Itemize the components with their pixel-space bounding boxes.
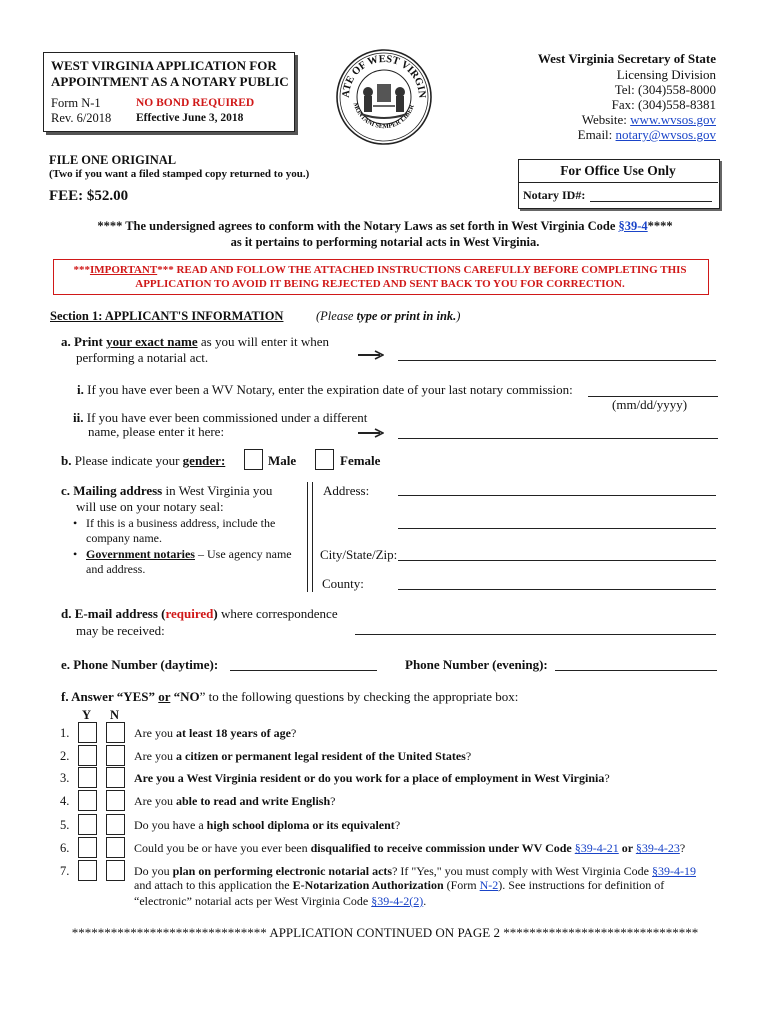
question-text-bold: at least 18 years of age [176,726,291,740]
city-state-zip-input[interactable] [398,560,716,561]
field-c-line2: will use on your notary seal: [76,499,224,514]
question-2-yes-checkbox[interactable] [78,745,97,766]
field-ii-line2: name, please enter it here: [88,424,225,439]
q7-line3-post: . [423,894,427,908]
phone-daytime-label: e. Phone Number (daytime): [61,657,219,672]
office-use-title: For Office Use Only [560,163,676,178]
file-one-original: FILE ONE ORIGINAL [49,153,177,167]
field-b-bold: gender: [182,453,226,468]
question-1-yes-checkbox[interactable] [78,722,97,743]
field-c-text: in West Virginia you [162,483,273,498]
male-label: Male [268,453,297,468]
website-link[interactable]: www.wvsos.gov [630,112,716,127]
important-word: IMPORTANT [89,264,158,276]
question-4-no-checkbox[interactable] [106,790,125,811]
city-state-zip-label: City/State/Zip: [320,547,398,562]
question-1-no-checkbox[interactable] [106,722,125,743]
question-text-post: ? [290,726,297,740]
section1-note-close: ) [456,309,461,323]
telephone: Tel: (304)558-8000 [614,82,716,97]
address-input[interactable] [398,495,716,496]
notary-id-label: Notary ID#: [523,188,586,202]
question-6-no-checkbox[interactable] [106,837,125,858]
arrow-right-icon [358,350,384,360]
office-name: West Virginia Secretary of State [537,51,716,66]
email-link[interactable]: notary@wvsos.gov [615,127,716,142]
code-39-4-link[interactable]: §39-4 [618,219,648,233]
yes-column-header: Y [82,708,92,722]
notary-id-line [590,201,712,202]
field-f-or: or [158,689,171,704]
question-7-no-checkbox[interactable] [106,860,125,881]
field-i-num: i. [77,382,84,397]
code-link[interactable]: §39-4-21 [574,841,619,855]
bullet-icon: • [73,516,78,530]
question-2-text [134,749,471,764]
field-d-required: required [165,606,214,621]
date-format-hint: (mm/dd/yyyy) [612,397,688,412]
field-a-label [61,334,329,350]
section1-note [316,309,460,324]
field-d-bold: d. E-mail address ( [61,606,166,621]
question-text-bold: able to read and write English [176,794,331,808]
county-input[interactable] [398,589,716,590]
field-c-label [61,483,272,499]
important-line1 [53,264,707,276]
field-i-text: If you have ever been a WV Notary, enter the expiration date of your last notary commission: [83,382,573,397]
no-bond-note: NO BOND REQUIRED [136,97,255,109]
footer-stars-right: ****************************** [503,925,699,940]
question-text-bold: a citizen or permanent legal resident of the United States [176,749,466,763]
section1-heading: Section 1: APPLICANT'S INFORMATION [50,309,284,323]
field-a-bold: your exact name [106,334,198,349]
question-4-text [134,794,335,809]
question-number: 2. [60,749,70,763]
field-c-bullet1b: company name. [86,531,162,545]
footer-text: APPLICATION CONTINUED ON PAGE 2 [266,925,504,940]
question-text-post: ? [330,794,336,808]
question-2-no-checkbox[interactable] [106,745,125,766]
question-number: 7. [60,864,70,878]
field-b-prefix: b. [61,453,75,468]
field-f-label [61,689,518,705]
male-checkbox[interactable] [244,449,263,470]
division-name: Licensing Division [616,67,716,82]
website-row [582,112,716,128]
female-label: Female [340,453,381,468]
question-text-bold: plan on performing electronic notarial acts [172,864,393,878]
question-7-yes-checkbox[interactable] [78,860,97,881]
form-n2-link[interactable]: N-2 [479,878,499,892]
important-line2: APPLICATION TO AVOID IT BEING REJECTED AND SENT BACK TO YOU FOR CORRECTION. [135,278,625,290]
question-text-pre: Are you [134,749,176,763]
section1-note-open: (Please [316,309,357,323]
field-b-label [61,453,225,469]
field-c-bold: c. Mailing address [61,483,163,498]
bullet-icon: • [73,547,78,561]
phone-evening-input[interactable] [555,670,717,671]
address-divider [307,482,308,592]
website-label: Website: [581,112,631,127]
question-text-post: ? [394,818,401,832]
field-f-mid: ” [148,689,159,704]
question-3-text [134,771,610,786]
question-5-no-checkbox[interactable] [106,814,125,835]
q7-line3 [134,894,426,909]
agreement-text: **** The undersigned agrees to conform with the Notary Laws as set forth in West Virginia Code [97,219,619,233]
important-text: *** READ AND FOLLOW THE ATTACHED INSTRUCTIONS CAREFULLY BEFORE COMPLETING THIS [157,264,687,276]
seal-state-text: ATE OF WEST VIRGIN [340,53,428,99]
question-7-text [134,864,696,879]
effective-date: Effective June 3, 2018 [136,112,244,124]
q7-line2-mid: (Form [443,878,480,892]
question-text-pre: Do you [134,864,173,878]
field-f-no: NO [180,689,200,704]
q7-line2-post: ). See instructions for definition of [498,878,665,892]
two-copies-note: (Two if you want a filed stamped copy returned to you.) [49,168,310,180]
code-link[interactable]: §39-4-23 [635,841,680,855]
question-text-post: ? If "Yes," you must comply with West Virginia Code [392,864,652,878]
field-i-label [77,382,573,398]
fee: FEE: $52.00 [49,188,129,204]
field-d-text: where correspondence [217,606,338,621]
question-6-text [134,841,685,856]
field-c-bullet2 [86,547,292,562]
code-link[interactable]: §39-4-19 [651,864,696,878]
field-d-close: ) [213,606,218,621]
former-name-input[interactable] [398,438,718,439]
question-text-pre: Do you have a [134,818,207,832]
question-text-post: ? [604,771,610,785]
field-d-line2: may be received: [76,623,165,638]
phone-daytime-input[interactable] [230,670,377,671]
question-text-or: or [618,841,636,855]
email-input[interactable] [355,634,716,635]
question-text-bold: Are you a West Virginia resident or do you work for a place of employment in West Virginia [134,771,605,785]
no-column-header: N [110,708,120,722]
address-label: Address: [323,483,370,498]
address-input-line2[interactable] [398,528,716,529]
question-5-yes-checkbox[interactable] [78,814,97,835]
question-6-yes-checkbox[interactable] [78,837,97,858]
field-ii-num: ii. [73,410,84,425]
question-3-yes-checkbox[interactable] [78,767,97,788]
q7-line2 [134,878,664,893]
footer-stars-left: ****************************** [71,925,267,940]
question-1-text [134,726,296,741]
question-3-no-checkbox[interactable] [106,767,125,788]
form-title-line1: WEST VIRGINIA APPLICATION FOR [51,58,277,73]
arrow-right-icon [358,428,384,438]
agreement-line2: as it pertains to performing notarial acts in West Virginia. [230,235,540,249]
email-row [578,127,716,143]
form-number: Form N-1 [51,96,101,110]
question-text-post: ? [679,841,686,855]
field-f-yes: YES [123,689,149,704]
agreement-stars: **** [647,219,673,233]
field-c-bullet2-text: – Use agency name [194,547,292,561]
question-number: 6. [60,841,70,855]
question-4-yes-checkbox[interactable] [78,790,97,811]
county-label: County: [322,576,364,591]
field-b-text: Please indicate your [74,453,183,468]
seal-motto-text: MONTANI SEMPER LIBER [351,101,416,131]
field-c-bullet1: If this is a business address, include the [86,516,276,530]
office-use-divider [519,182,718,183]
exact-name-input[interactable] [398,360,716,361]
field-a-line2: performing a notarial act. [76,350,209,365]
important-prefix: *** [73,264,90,276]
agreement-line1 [0,219,770,234]
q7-line3-pre: “electronic” notarial acts per West Virginia Code [134,894,372,908]
question-number: 4. [60,794,70,808]
field-f-prefix: f. Answer “ [61,689,124,704]
question-5-text [134,818,400,833]
phone-evening-label: Phone Number (evening): [405,657,548,672]
field-d-label [61,606,338,622]
q7-line2-pre: and attach to this application the [134,878,293,892]
q7-line2-bold: E-Notarization Authorization [292,878,444,892]
question-text-bold: disqualified to receive commission under WV Code [310,841,575,855]
field-f-text: ” to the following questions by checking the appropriate box: [199,689,519,704]
female-checkbox[interactable] [315,449,334,470]
fax: Fax: (304)558-8381 [611,97,716,112]
continued-footer [0,925,770,941]
state-seal [335,48,433,146]
question-text-pre: Could you be or have you ever been [134,841,311,855]
question-number: 3. [60,771,70,785]
question-text-pre: Are you [134,726,176,740]
question-text-pre: Are you [134,794,176,808]
question-number: 5. [60,818,70,832]
form-revision: Rev. 6/2018 [51,111,112,125]
code-39-4-2-2-link[interactable]: §39-4-2(2) [371,894,424,908]
address-divider [312,482,313,592]
field-a-prefix: a. Print [61,334,107,349]
question-number: 1. [60,726,70,740]
field-ii-text: If you have ever been commissioned under a different [83,410,368,425]
section1-note-bold: type or print in ink. [356,309,457,323]
field-c-bullet2-bold: Government notaries [86,547,195,561]
field-f-mid2: “ [170,689,181,704]
question-text-bold: high school diploma or its equivalent [206,818,395,832]
email-label: Email: [577,127,616,142]
question-text-post: ? [465,749,472,763]
form-title-line2: APPOINTMENT AS A NOTARY PUBLIC [51,74,289,89]
field-c-bullet2b: and address. [86,562,146,576]
field-a-text: as you will enter it when [197,334,330,349]
